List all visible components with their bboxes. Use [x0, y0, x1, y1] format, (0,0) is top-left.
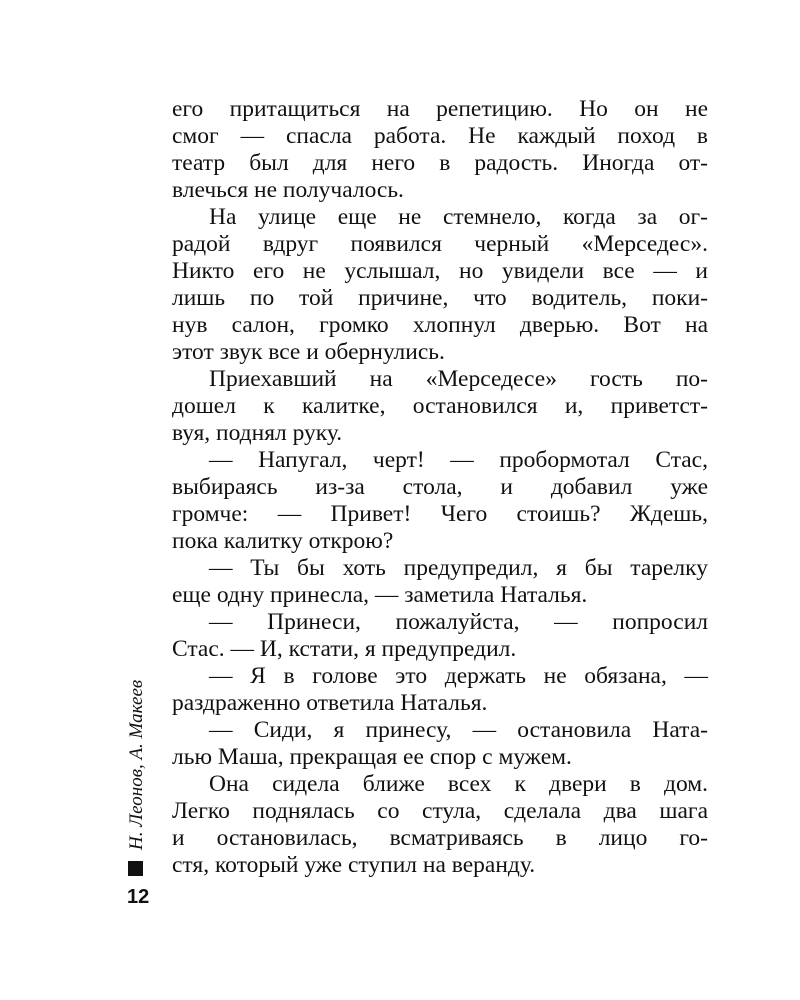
text-line: нув салон, громко хлопнул дверью. Вот на: [172, 312, 708, 338]
text-line: раздраженно ответила Наталья.: [172, 690, 488, 716]
text-line: На улице еще не стемнело, когда за ог-: [209, 204, 708, 230]
text-line: Никто его не услышал, но увидели все — и: [172, 258, 708, 284]
body-text: [172, 96, 708, 879]
text-line: лью Маша, прекращая ее спор с мужем.: [172, 744, 572, 770]
text-line: этот звук все и обернулись.: [172, 339, 445, 365]
text-line: пока калитку открою?: [172, 528, 394, 554]
text-line: громче: — Привет! Чего стоишь? Ждешь,: [172, 501, 708, 527]
running-head-authors: Н. Леонов, А. Макеев: [126, 679, 147, 850]
text-line: Стас. — И, кстати, я предупредил.: [172, 636, 517, 662]
text-line: Приехавший на «Мерседесе» гость по-: [209, 366, 708, 392]
text-line: влечься не получалось.: [172, 177, 404, 203]
text-line: Легко поднялась со стула, сделала два шага: [172, 798, 708, 824]
text-line: его притащиться на репетицию. Но он не: [172, 96, 708, 122]
text-line: дошел к калитке, остановился и, приветст-: [172, 393, 708, 419]
text-line: смог — спасла работа. Не каждый поход в: [172, 123, 708, 149]
text-line: — Принеси, пожалуйста, — попросил: [209, 609, 708, 635]
black-square-marker: [128, 861, 143, 876]
text-line: и остановилась, всматриваясь в лицо го-: [172, 825, 708, 851]
text-line: радой вдруг появился черный «Мерседес».: [172, 231, 708, 257]
text-line: — Напугал, черт! — пробормотал Стас,: [209, 447, 708, 473]
page-number: 12: [127, 886, 150, 908]
text-line: лишь по той причине, что водитель, поки-: [172, 285, 708, 311]
text-line: Она сидела ближе всех к двери в дом.: [209, 771, 708, 797]
text-line: — Я в голове это держать не обязана, —: [209, 663, 708, 689]
text-line: — Сиди, я принесу, — остановила Ната-: [209, 717, 708, 743]
text-line: — Ты бы хоть предупредил, я бы тарелку: [209, 555, 708, 581]
text-line: стя, который уже ступил на веранду.: [172, 852, 536, 878]
text-line: выбираясь из-за стола, и добавил уже: [172, 474, 708, 500]
text-line: еще одну принесла, — заметила Наталья.: [172, 582, 588, 608]
text-line: вуя, поднял руку.: [172, 420, 343, 446]
text-line: театр был для него в радость. Иногда от-: [172, 150, 708, 176]
